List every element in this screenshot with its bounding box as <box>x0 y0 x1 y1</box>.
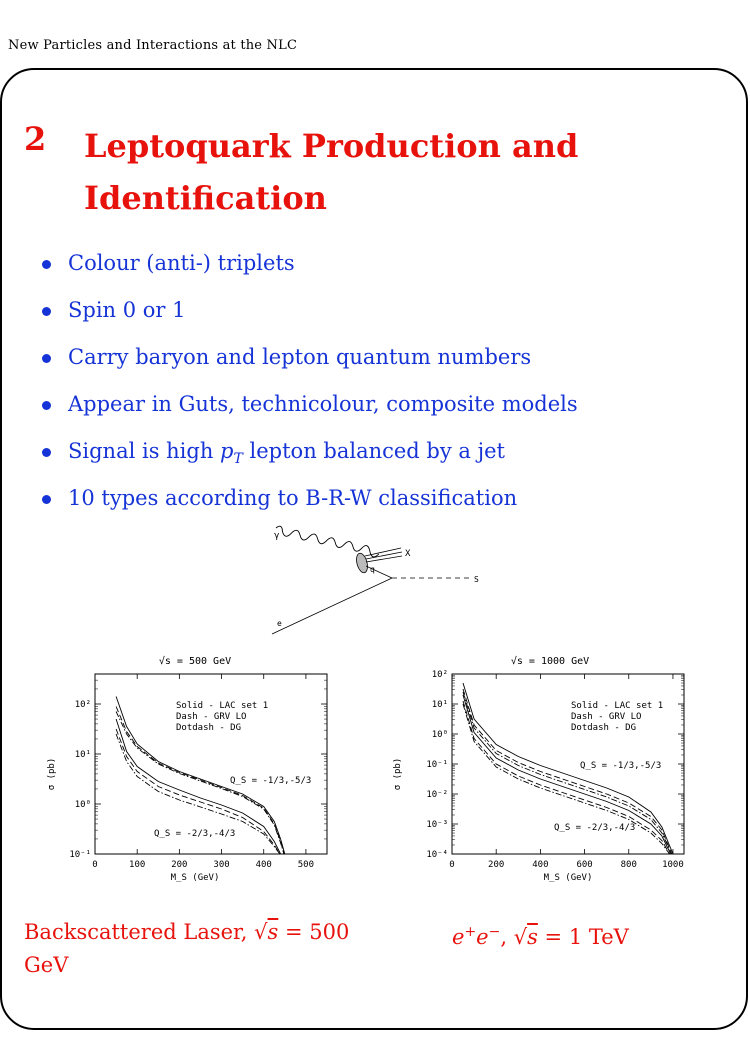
annotation-upper: Q_S = -1/3,-5/3 <box>230 776 312 786</box>
y-axis-label: σ (pb) <box>393 757 403 791</box>
y-tick-label: 10⁻³ <box>426 820 448 830</box>
q-label: q <box>370 565 375 574</box>
bullet-list <box>40 248 578 530</box>
bullet-item: Spin 0 or 1 <box>40 295 578 342</box>
y-axis-label: σ (pb) <box>47 757 57 791</box>
x-line <box>366 556 402 562</box>
x-tick-label: 400 <box>255 860 272 870</box>
annotation-lower: Q_S = -2/3,-4/3 <box>154 829 236 839</box>
plot-title: √s = 1000 GeV <box>510 656 590 667</box>
legend-dash: Dash - GRV LO <box>176 712 247 722</box>
legend-dotdash: Dotdash - DG <box>571 723 637 733</box>
x-tick-label: 1000 <box>662 860 684 870</box>
pt-subscript: T <box>233 451 243 468</box>
section-number: 2 <box>24 120 47 158</box>
caption-right: e+e−, √s = 1 TeV <box>452 924 629 949</box>
y-tick-label: 10⁰ <box>431 730 448 740</box>
plot-title: √s = 500 GeV <box>158 656 232 667</box>
x-tick-label: 400 <box>532 860 549 870</box>
photon-line <box>274 525 380 557</box>
y-tick-label: 10⁻¹ <box>69 850 91 860</box>
bullet-item: Signal is high $p_T$ lepton balanced by a jet <box>40 436 578 483</box>
y-tick-label: 10¹ <box>74 750 91 760</box>
cross-section-plot-500 <box>42 650 342 890</box>
y-tick-label: 10⁻¹ <box>426 760 448 770</box>
y-tick-label: 10⁻² <box>426 790 448 800</box>
y-tick-label: 10² <box>74 700 91 710</box>
electron-line <box>272 578 392 634</box>
x-tick-label: 600 <box>576 860 593 870</box>
bullet-dot-icon <box>42 354 51 363</box>
x-tick-label: 100 <box>129 860 146 870</box>
x-tick-label: 200 <box>488 860 505 870</box>
bullet-item: Appear in Guts, technicolour, composite models <box>40 389 578 436</box>
y-tick-label: 10² <box>431 670 448 680</box>
bullet-dot-icon <box>42 448 51 457</box>
bullet-dot-icon <box>42 495 51 504</box>
legend-dotdash: Dotdash - DG <box>176 723 242 733</box>
x-tick-label: 0 <box>449 860 455 870</box>
x-tick-label: 0 <box>92 860 98 870</box>
bullet-item: 10 types according to B-R-W classification <box>40 483 578 530</box>
x-axis-label: M_S (GeV) <box>170 873 220 883</box>
bullet-item: Colour (anti-) triplets <box>40 248 578 295</box>
bullet-dot-icon <box>42 401 51 410</box>
y-tick-label: 10¹ <box>431 700 448 710</box>
gamma-label: γ <box>274 531 280 541</box>
y-tick-label: 10⁰ <box>74 800 91 810</box>
legend-solid: Solid - LAC set 1 <box>571 701 664 711</box>
annotation-lower: Q_S = -2/3,-4/3 <box>554 823 636 833</box>
x-axis-label: M_S (GeV) <box>543 873 593 883</box>
legend-solid: Solid - LAC set 1 <box>176 701 269 711</box>
x-tick-label: 300 <box>213 860 230 870</box>
s-label: S <box>474 575 479 584</box>
pt-math: p <box>220 439 234 463</box>
e-label: e <box>277 619 282 628</box>
bullet-dot-icon <box>42 260 51 269</box>
cross-section-plot-1000 <box>388 650 698 890</box>
running-header: New Particles and Interactions at the NLC <box>8 38 298 53</box>
feynman-diagram <box>266 516 486 640</box>
bullet-dot-icon <box>42 307 51 316</box>
x-tick-label: 200 <box>171 860 188 870</box>
y-tick-label: 10⁻⁴ <box>426 850 448 860</box>
x-tick-label: 800 <box>620 860 637 870</box>
legend-dash: Dash - GRV LO <box>571 712 642 722</box>
annotation-upper: Q_S = -1/3,-5/3 <box>580 761 662 771</box>
x-tick-label: 500 <box>297 860 315 870</box>
caption-left: Backscattered Laser, √s = 500 GeV <box>24 920 350 977</box>
x-label: X <box>405 549 411 559</box>
section-title: Leptoquark Production and Identification <box>84 127 579 217</box>
bullet-item: Carry baryon and lepton quantum numbers <box>40 342 578 389</box>
